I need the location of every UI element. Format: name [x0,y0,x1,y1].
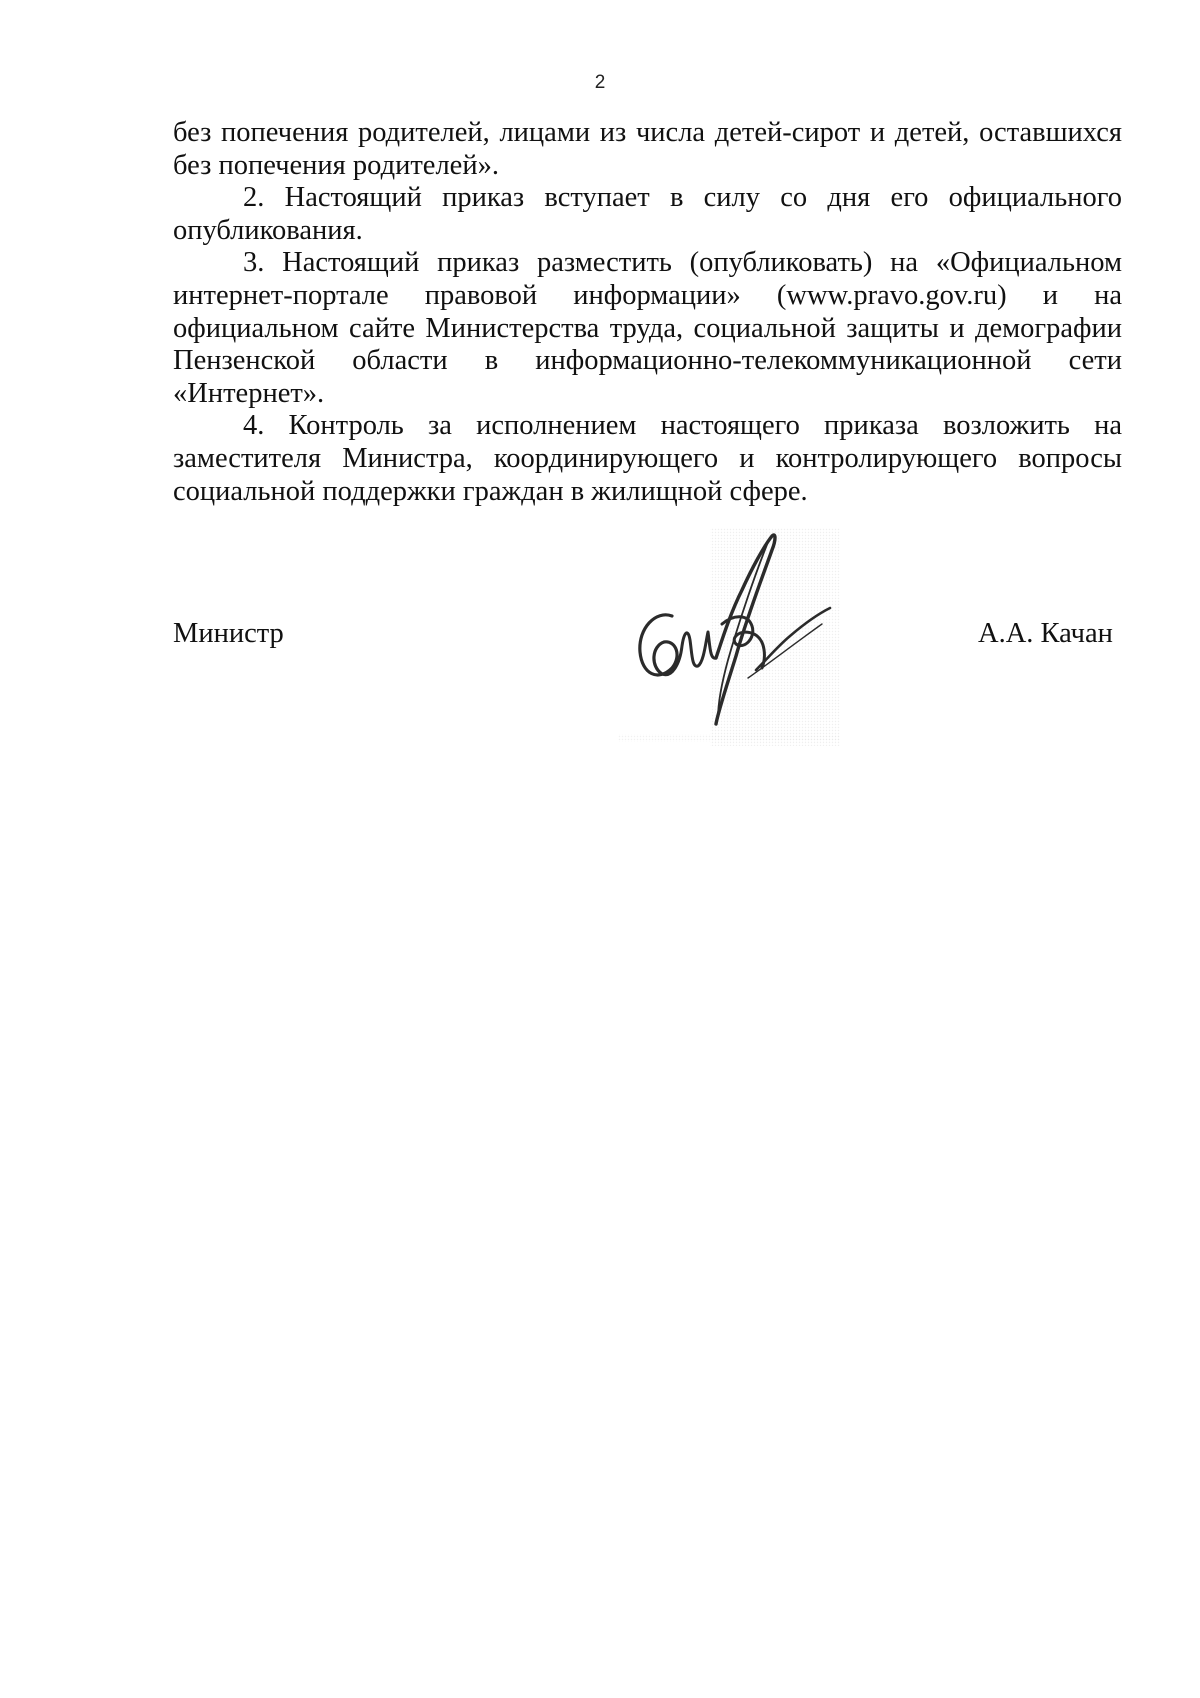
document-body [173,117,1122,508]
paragraph-4-control: 4. Контроль за исполнением настоящего приказа возложить на заместителя Министра, координирующего и контролирующего вопросы социальной поддержки граждан в жилищной сфере. [173,410,1122,507]
paragraph-continuation: без попечения родителей, лицами из числа детей-сирот и детей, оставшихся без попечения родителей». [173,117,1122,181]
signatory-position: Министр [173,618,284,649]
paragraph-3-publication: 3. Настоящий приказ разместить (опубликовать) на «Официальном интернет-портале правовой информации» (www.pravo.gov.ru) и на официальном сайте Министерства труда, социальной защиты и демографии Пензенской области в информационно-телекоммуникационной сети «Интернет». [173,247,1122,409]
page-number: 2 [594,72,606,93]
handwritten-signature-icon [618,528,846,746]
signatory-name: А.А. Качан [978,618,1113,649]
paragraph-2-effective-date: 2. Настоящий приказ вступает в силу со дня его официального опубликования. [173,182,1122,246]
